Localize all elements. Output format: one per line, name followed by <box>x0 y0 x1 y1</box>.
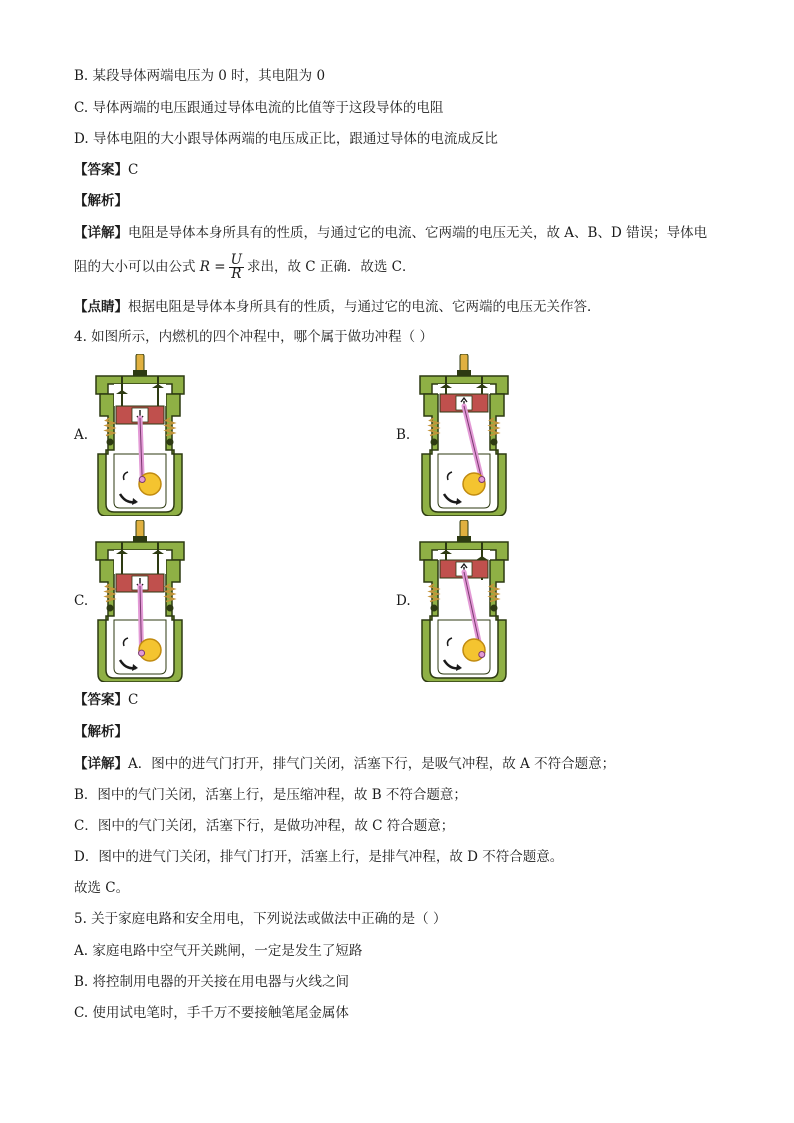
detail-text-post: 求出，故 C 正确．故选 C． <box>246 259 416 275</box>
q4-stem: 4. 如图所示，内燃机的四个冲程中，哪个属于做功冲程（ ） <box>74 329 433 345</box>
detail-text-pre: 阻的大小可以由公式 <box>74 259 196 275</box>
crank-pin <box>139 477 145 483</box>
q4-option-c-label: C. <box>74 593 89 609</box>
q5-option-a: A. 家庭电路中空气开关跳闸，一定是发生了短路 <box>74 943 363 959</box>
intake-cam <box>431 439 438 446</box>
spark-plug-base <box>133 370 147 376</box>
intake-cam <box>107 439 114 446</box>
spark-plug <box>136 520 144 538</box>
detail-tag: 【详解】 <box>74 225 128 241</box>
exhaust-cam <box>167 439 174 446</box>
q3-answer <box>74 161 138 179</box>
q3-option-d: D. 导体电阻的大小跟导体两端的电压成正比，跟通过导体的电流成反比 <box>74 131 498 147</box>
answer-tag: 【答案】 <box>74 162 128 178</box>
exhaust-cam <box>491 439 498 446</box>
formula-denominator: R <box>231 266 242 282</box>
intake-cam <box>107 605 114 612</box>
q4-detail-c: C．图中的气门关闭，活塞下行，是做功冲程，故 C 符合题意； <box>74 818 455 834</box>
answer-tag: 【答案】 <box>74 692 128 708</box>
q3-option-b: B. 某段导体两端电压为 0 时，其电阻为 0 <box>74 68 326 84</box>
answer-value: C <box>128 692 139 708</box>
engine-diagram-d <box>416 520 512 682</box>
q3-comment <box>74 298 601 316</box>
spark-plug <box>460 520 468 538</box>
q3-detail-line1 <box>74 224 707 242</box>
formula-lhs: R = <box>199 259 226 275</box>
analysis-tag: 【解析】 <box>74 193 128 209</box>
formula-numerator: U <box>230 252 242 268</box>
q5-option-c: C. 使用试电笔时，手千万不要接触笔尾金属体 <box>74 1005 349 1021</box>
q4-option-b-label: B. <box>396 427 411 443</box>
spark-plug <box>460 354 468 372</box>
formula-fraction <box>229 254 244 281</box>
engine-diagram-a <box>92 354 188 516</box>
spark-plug-base <box>457 536 471 542</box>
q4-detail-b: B．图中的气门关闭，活塞上行，是压缩冲程，故 B 不符合题意； <box>74 787 467 803</box>
engine-diagram-c <box>92 520 188 682</box>
q5-option-b: B. 将控制用电器的开关接在用电器与火线之间 <box>74 974 350 990</box>
comment-text: 根据电阻是导体本身所具有的性质，与通过它的电流、它两端的电压无关作答． <box>128 299 601 315</box>
exhaust-cam <box>491 605 498 612</box>
q3-analysis-heading <box>74 192 128 210</box>
q4-answer <box>74 691 138 709</box>
crank-pin <box>479 652 485 658</box>
q4-analysis-heading <box>74 723 128 741</box>
crank-pin <box>139 650 145 656</box>
engine-diagram-b <box>416 354 512 516</box>
q4-option-d-label: D. <box>396 593 411 609</box>
q4-detail-a <box>74 755 615 773</box>
spark-plug-base <box>133 536 147 542</box>
q5-stem: 5. 关于家庭电路和安全用电，下列说法或做法中正确的是（ ） <box>74 911 447 927</box>
comment-tag: 【点睛】 <box>74 299 128 315</box>
q4-detail-d: D．图中的进气门关闭，排气门打开，活塞上行，是排气冲程，故 D 不符合题意。 <box>74 849 564 865</box>
q4-conclusion: 故选 C。 <box>74 880 130 896</box>
detail-tag: 【详解】 <box>74 756 128 772</box>
answer-value: C <box>128 162 139 178</box>
analysis-tag: 【解析】 <box>74 724 128 740</box>
intake-cam <box>431 605 438 612</box>
exhaust-cam <box>167 605 174 612</box>
spark-plug-base <box>457 370 471 376</box>
q3-detail-line2 <box>74 252 416 282</box>
crank-pin <box>479 477 485 483</box>
q4-option-a-label: A. <box>74 427 89 443</box>
spark-plug <box>136 354 144 372</box>
detail-text: 电阻是导体本身所具有的性质，与通过它的电流、它两端的电压无关，故 A、B、D 错误；导体电 <box>128 225 708 241</box>
detail-a-text: A．图中的进气门打开，排气门关闭，活塞下行，是吸气冲程，故 A 不符合题意； <box>128 756 616 772</box>
q3-option-c: C. 导体两端的电压跟通过导体电流的比值等于这段导体的电阻 <box>74 100 444 116</box>
